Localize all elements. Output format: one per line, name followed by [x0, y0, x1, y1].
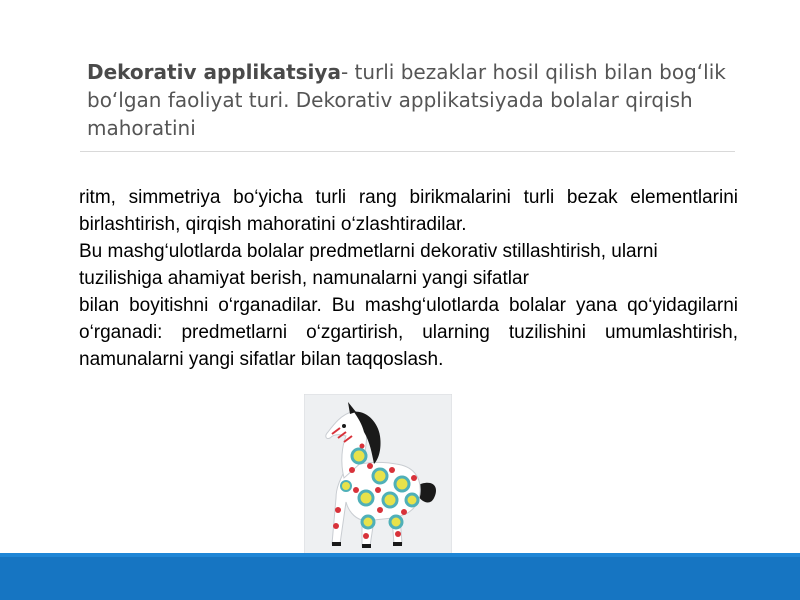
bottom-accent-bar-highlight: [0, 553, 800, 557]
horse-hoof: [332, 542, 341, 546]
title-divider: [80, 151, 735, 152]
body-paragraph-1: ritm, simmetriya bo‘yicha turli rang birikmalarini turli bezak elementlarini birlashtirish, qirqish mahoratini o‘zlashtiradilar.: [79, 187, 738, 235]
horse-eye: [342, 424, 346, 428]
horse-hoof: [393, 542, 402, 546]
bottom-accent-bar: [0, 553, 800, 600]
body-text: [79, 184, 738, 373]
body-paragraph-2: Bu mashg‘ulotlarda bolalar predmetlarni dekorativ stillashtirish, ularni tuzilishiga ahamiyat berish, namunalarni yangi sifatlar: [79, 241, 658, 289]
body-paragraph-3: bilan boyitishni o‘rganadilar. Bu mashg‘ulotlarda bolalar yana qo‘yidagilarni o‘rganadi: predmetlarni o‘zgartirish, ularning tuzilishini umumlashtirish, namunalarni yangi sifatlar bilan taqqoslash.: [79, 295, 738, 370]
horse-applique-picture: [304, 394, 452, 568]
slide-title: [87, 58, 747, 142]
title-bold-term: Dekorativ applikatsiya: [87, 60, 341, 84]
title-text: - turli bezaklar hosil qilish bilan bog‘lik bo‘lgan faoliyat turi. Dekorativ applikatsiyada bolalar qirqish mahoratini: [87, 60, 726, 140]
horse-hoof: [362, 544, 371, 548]
